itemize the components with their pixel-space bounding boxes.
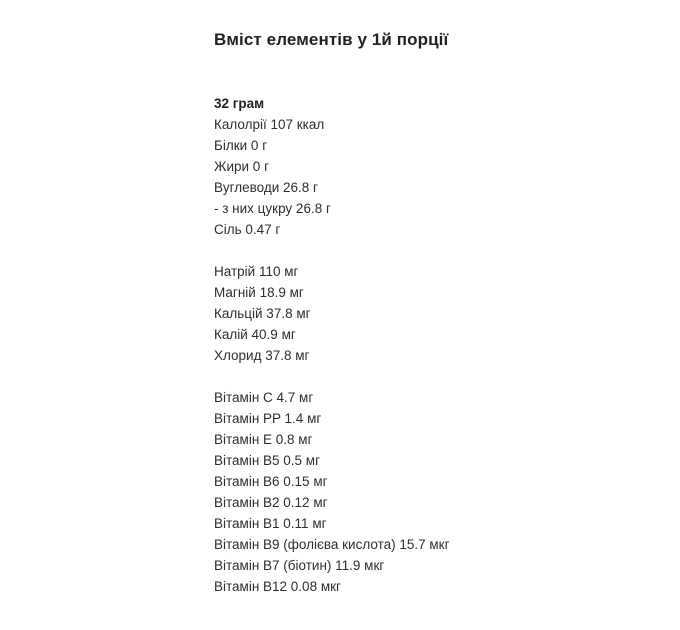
- mineral-potassium: Калій 40.9 мг: [214, 327, 296, 342]
- mineral-sodium: Натрій 110 мг: [214, 264, 299, 279]
- macro-fat: Жири 0 г: [214, 159, 269, 174]
- spacer: [214, 240, 450, 261]
- vitamin-pp: Вітамін PP 1.4 мг: [214, 411, 322, 426]
- vitamin-b9: Вітамін В9 (фолієва кислота) 15.7 мкг: [214, 537, 450, 552]
- macros-group: [214, 114, 450, 240]
- vitamin-b1: Вітамін В1 0.11 мг: [214, 516, 327, 531]
- macro-salt: Сіль 0.47 г: [214, 222, 281, 237]
- macro-carbs: Вуглеводи 26.8 г: [214, 180, 318, 195]
- vitamin-b2: Вітамін В2 0.12 мг: [214, 495, 328, 510]
- macro-sugars: - з них цукру 26.8 г: [214, 201, 331, 216]
- spacer: [214, 366, 450, 387]
- macro-calories: Калолрії 107 ккал: [214, 117, 325, 132]
- serving-size: 32 грам: [214, 96, 265, 111]
- vitamin-b7: Вітамін В7 (біотин) 11.9 мкг: [214, 558, 385, 573]
- mineral-magnesium: Магній 18.9 мг: [214, 285, 304, 300]
- vitamins-group: [214, 387, 450, 597]
- nutrition-text: [214, 93, 450, 597]
- vitamin-b12: Вітамін В12 0.08 мкг: [214, 579, 341, 594]
- mineral-chloride: Хлорид 37.8 мг: [214, 348, 310, 363]
- minerals-group: [214, 261, 450, 366]
- section-title: Вміст елементів у 1й порції: [214, 30, 449, 49]
- vitamin-b5: Вітамін В5 0.5 мг: [214, 453, 321, 468]
- mineral-calcium: Кальцій 37.8 мг: [214, 306, 311, 321]
- vitamin-c: Вітамін С 4.7 мг: [214, 390, 314, 405]
- vitamin-e: Вітамін E 0.8 мг: [214, 432, 313, 447]
- vitamin-b6: Вітамін В6 0.15 мг: [214, 474, 328, 489]
- macro-protein: Білки 0 г: [214, 138, 268, 153]
